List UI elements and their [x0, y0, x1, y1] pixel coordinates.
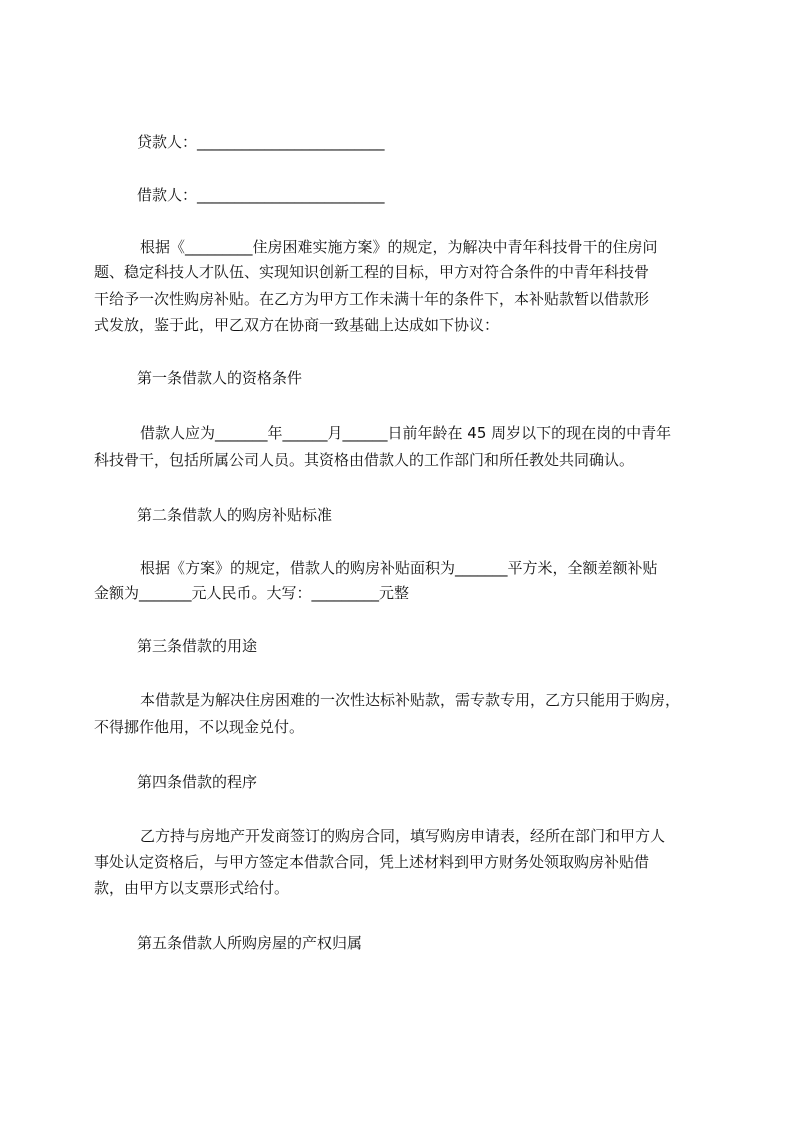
intro-line-3: 干给予一次性购房补贴。在乙方为甲方工作未满十年的条件下，本补贴款暂以借款形 — [94, 290, 650, 308]
intro-line-2: 题、稳定科技人才队伍、实现知识创新工程的目标，甲方对符合条件的中青年科技骨 — [94, 263, 650, 281]
borrower-label: 借款人：_________________________ — [137, 186, 385, 204]
article1-line-1: 借款人应为_______年______月______日前年龄在 45 周岁以下的现在岗的中青年 — [140, 424, 672, 442]
article2-line-1: 根据《方案》的规定，借款人的购房补贴面积为_______平方米，全额差额补贴 — [140, 559, 658, 577]
lender-label: 贷款人：_________________________ — [137, 133, 385, 151]
article4-line-1: 乙方持与房地产开发商签订的购房合同，填写购房申请表，经所在部门和甲方人 — [140, 827, 666, 845]
article1-line-2: 科技骨干，包括所属公司人员。其资格由借款人的工作部门和所任教处共同确认。 — [94, 451, 635, 469]
intro-line-1: 根据《_________住房困难实施方案》的规定，为解决中青年科技骨干的住房问 — [140, 238, 658, 256]
article3-title: 第三条借款的用途 — [137, 637, 258, 655]
article4-title: 第四条借款的程序 — [137, 773, 258, 791]
article2-line-2: 金额为_______元人民币。大写：_________元整 — [94, 584, 410, 602]
article3-line-2: 不得挪作他用，不以现金兑付。 — [94, 718, 305, 736]
article1-title: 第一条借款人的资格条件 — [137, 369, 303, 387]
article4-line-3: 款，由甲方以支票形式给付。 — [94, 879, 290, 897]
article5-title: 第五条借款人所购房屋的产权归属 — [137, 934, 363, 952]
article4-line-2: 事处认定资格后，与甲方签定本借款合同，凭上述材料到甲方财务处领取购房补贴借 — [94, 853, 650, 871]
article2-title: 第二条借款人的购房补贴标准 — [137, 506, 333, 524]
article3-line-1: 本借款是为解决住房困难的一次性达标补贴款，需专款专用，乙方只能用于购房， — [140, 691, 681, 709]
intro-line-4: 式发放，鉴于此，甲乙双方在协商一致基础上达成如下协议： — [94, 316, 500, 334]
